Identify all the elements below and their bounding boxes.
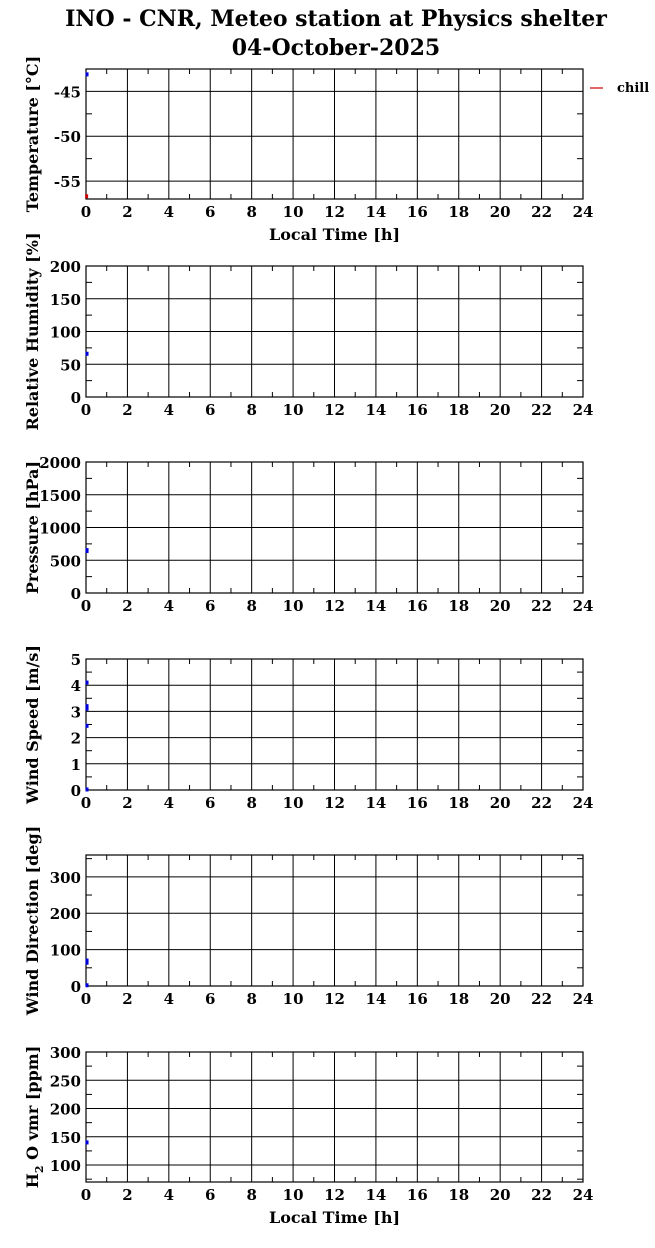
x-tick-label: 22: [531, 990, 553, 1008]
x-tick-label: 4: [163, 794, 175, 812]
chart-title: INO - CNR, Meteo station at Physics shelter: [65, 6, 607, 32]
x-tick-label: 18: [448, 597, 470, 615]
x-tick-label: 6: [205, 794, 216, 812]
x-tick-label: 18: [448, 401, 470, 419]
x-tick-label: 10: [282, 401, 304, 419]
y-tick-label: 300: [49, 1044, 81, 1062]
data-point: [86, 961, 89, 965]
x-tick-label: 0: [80, 1186, 92, 1204]
x-tick-label: 10: [282, 203, 304, 221]
panel-1: [23, 56, 649, 244]
y-tick-label: 200: [49, 258, 81, 276]
x-tick-label: 6: [205, 401, 216, 419]
y-tick-label: 4: [70, 677, 81, 696]
x-tick-label: 0: [80, 597, 92, 615]
x-tick-label: 0: [80, 990, 92, 1008]
x-tick-label: 16: [406, 203, 428, 221]
x-tick-label: 14: [365, 1186, 387, 1204]
x-tick-label: 20: [489, 990, 511, 1008]
x-tick-label: 8: [246, 597, 257, 615]
x-tick-label: 14: [365, 794, 387, 812]
x-tick-label: 6: [205, 597, 216, 615]
panel-3: [23, 454, 593, 615]
y-axis-label: Wind Direction [deg]: [23, 825, 42, 1016]
x-tick-label: 16: [406, 401, 428, 419]
x-tick-label: 18: [448, 203, 470, 221]
y-tick-label: -45: [53, 83, 81, 102]
x-tick-label: 14: [365, 203, 387, 221]
x-tick-label: 12: [324, 1186, 345, 1204]
x-tick-label: 22: [531, 1186, 553, 1204]
x-tick-label: 0: [80, 401, 92, 419]
x-tick-label: 8: [246, 794, 257, 812]
y-tick-label: 200: [49, 1100, 81, 1119]
x-tick-label: 14: [365, 401, 387, 419]
x-tick-label: 20: [489, 597, 511, 615]
x-tick-label: 14: [365, 597, 387, 615]
x-tick-label: 10: [282, 597, 304, 615]
y-tick-label: 1: [70, 755, 81, 774]
x-axis-label: Local Time [h]: [268, 225, 401, 244]
x-tick-label: 2: [122, 401, 133, 419]
x-tick-label: 4: [163, 401, 175, 419]
chart-date: 04-October-2025: [231, 35, 441, 61]
x-tick-label: 12: [324, 990, 345, 1008]
x-tick-label: 16: [406, 1186, 428, 1204]
y-axis-label: Relative Humidity [%]: [23, 232, 42, 431]
data-point: [86, 787, 89, 791]
y-tick-label: 1000: [39, 519, 81, 538]
x-tick-label: 4: [163, 1186, 175, 1204]
x-tick-label: 24: [572, 203, 594, 221]
y-tick-label: 3: [70, 703, 81, 722]
x-tick-label: 16: [406, 597, 428, 615]
x-tick-label: 20: [489, 401, 511, 419]
x-tick-label: 6: [205, 203, 216, 221]
x-tick-label: 8: [246, 401, 257, 419]
x-tick-label: 2: [122, 1186, 133, 1204]
y-tick-label: 2000: [39, 454, 81, 472]
x-tick-label: 12: [324, 401, 345, 419]
x-tick-label: 12: [324, 203, 345, 221]
y-tick-label: 2: [70, 729, 81, 748]
y-axis-label: Temperature [°C]: [23, 55, 42, 213]
data-point: [86, 548, 89, 552]
y-tick-label: -55: [53, 173, 81, 192]
panel-6: [23, 1044, 593, 1227]
x-tick-label: 20: [489, 1186, 511, 1204]
data-point: [86, 72, 89, 76]
x-tick-label: 24: [572, 990, 594, 1008]
data-point: [85, 194, 88, 198]
y-tick-label: 100: [49, 323, 81, 342]
data-point: [86, 983, 89, 987]
x-tick-label: 2: [122, 203, 133, 221]
x-tick-label: 4: [163, 597, 175, 615]
x-tick-label: 22: [531, 401, 553, 419]
x-tick-label: 24: [572, 597, 594, 615]
x-tick-label: 10: [282, 794, 304, 812]
y-tick-label: 150: [49, 1128, 81, 1147]
x-tick-label: 18: [448, 794, 470, 812]
y-tick-label: 0: [70, 389, 81, 407]
x-tick-label: 12: [324, 794, 345, 812]
panel-4: [23, 645, 593, 812]
y-tick-label: 200: [49, 905, 81, 924]
panel-5: [23, 826, 593, 1017]
x-axis-label: Local Time [h]: [268, 1208, 401, 1227]
x-tick-label: 4: [163, 203, 175, 221]
x-tick-label: 12: [324, 597, 345, 615]
x-tick-label: 24: [572, 794, 594, 812]
y-tick-label: 50: [60, 356, 81, 375]
x-tick-label: 24: [572, 1186, 594, 1204]
x-tick-label: 10: [282, 990, 304, 1008]
y-tick-label: 1500: [39, 486, 81, 505]
x-tick-label: 16: [406, 794, 428, 812]
y-axis-label: Wind Speed [m/s]: [23, 645, 42, 804]
x-tick-label: 22: [531, 597, 553, 615]
y-tick-label: 100: [49, 941, 81, 960]
x-tick-label: 10: [282, 1186, 304, 1204]
data-point: [86, 707, 89, 711]
y-tick-label: 250: [49, 1072, 81, 1091]
y-tick-label: 150: [49, 290, 81, 309]
y-axis-label: $H_2$ O vmr [ppm]: [23, 1045, 46, 1189]
x-tick-label: 22: [531, 203, 553, 221]
x-tick-label: 4: [163, 990, 175, 1008]
x-tick-label: 8: [246, 990, 257, 1008]
data-point: [86, 1140, 89, 1144]
x-tick-label: 20: [489, 794, 511, 812]
y-tick-label: 0: [70, 782, 81, 800]
legend-label: chill: [617, 81, 650, 96]
x-tick-label: 20: [489, 203, 511, 221]
y-tick-label: 0: [70, 978, 81, 996]
x-tick-label: 2: [122, 990, 133, 1008]
x-tick-label: 18: [448, 1186, 470, 1204]
data-point: [86, 724, 89, 728]
y-tick-label: -50: [53, 128, 81, 147]
x-tick-label: 2: [122, 794, 133, 812]
x-tick-label: 6: [205, 990, 216, 1008]
x-tick-label: 24: [572, 401, 594, 419]
x-tick-label: 0: [80, 794, 92, 812]
x-tick-label: 6: [205, 1186, 216, 1204]
y-tick-label: 5: [70, 651, 81, 669]
panel-2: [23, 232, 593, 430]
y-axis-label: Pressure [hPa]: [23, 460, 42, 595]
x-tick-label: 18: [448, 990, 470, 1008]
x-tick-label: 8: [246, 203, 257, 221]
x-tick-label: 16: [406, 990, 428, 1008]
data-point: [86, 681, 89, 685]
data-point: [86, 352, 89, 356]
x-tick-label: 14: [365, 990, 387, 1008]
y-tick-label: 0: [70, 585, 81, 603]
x-tick-label: 8: [246, 1186, 257, 1204]
y-tick-label: 500: [49, 552, 81, 571]
x-tick-label: 0: [80, 203, 92, 221]
y-tick-label: 300: [49, 868, 81, 887]
y-tick-label: 100: [49, 1157, 81, 1176]
x-tick-label: 22: [531, 794, 553, 812]
x-tick-label: 2: [122, 597, 133, 615]
